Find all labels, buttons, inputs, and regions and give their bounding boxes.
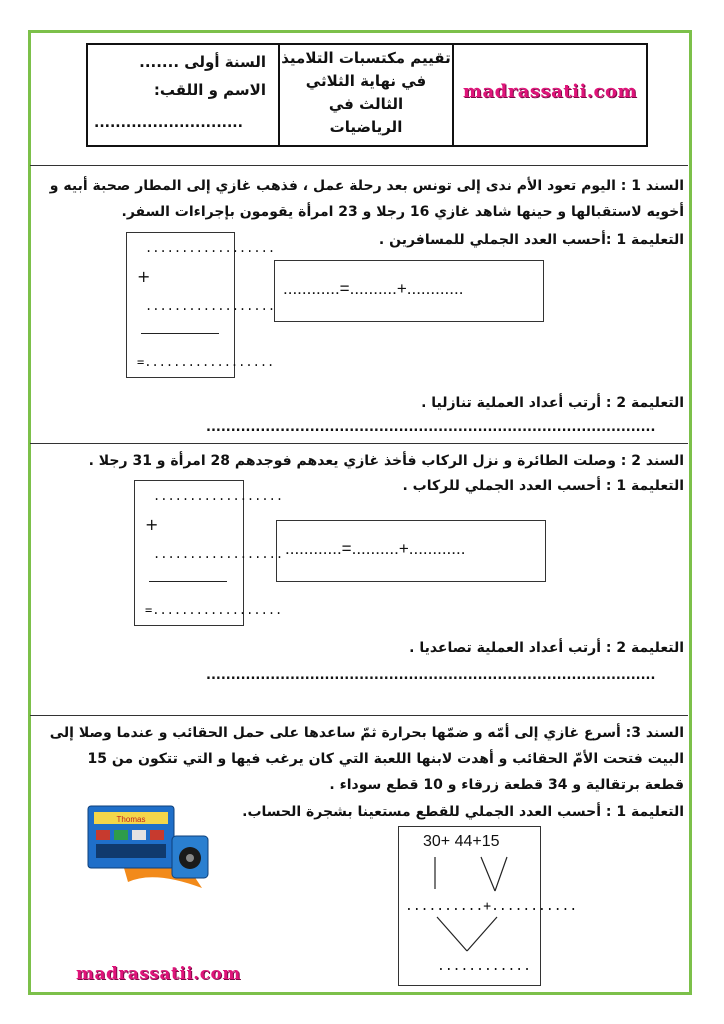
tree-result: ............ [437,959,531,974]
tree-middle-expression: ..........+........... [405,899,578,914]
col-operand-top: .................. [145,241,276,255]
section-divider [30,443,688,444]
grade-label: السنة أولى ....... [139,53,266,71]
col-operand-bottom: .................. [145,299,276,313]
col-result: =.................. [145,603,283,617]
toy-box-label: Thomas [116,815,146,824]
tree-top-expression: 30+ 44+15 [423,833,500,850]
title-line-1: تقييم مكتسبات التلاميذ [281,49,451,67]
col-operand-bottom: .................. [153,547,284,561]
section1-text-line1: السند 1 : اليوم تعود الأم ندى إلى تونس بعد رحلة عمل ، فذهب غازي إلى المطار صحبة أبيه و [49,178,684,194]
name-field-dots: ............................ [94,115,243,131]
section1-text-line2: أخويه لاستقبالها و حينها شاهد غازي 16 رجلا و 23 امرأة يقومون بإجراءات السفر. [121,204,684,220]
header-table [86,43,648,147]
section3-task1: التعليمة 1 : أحسب العدد الجملي للقطع مستعينا بشجرة الحساب. [242,804,684,820]
col-operand-top: .................. [153,489,284,503]
answer-line: ........................................................................................... [206,668,656,683]
section-divider [30,715,688,716]
calculation-tree-box [398,826,578,986]
col-result: =.................. [137,355,275,369]
site-logo: madrassatii.com [462,81,638,102]
equation-text: ............=..........+............ [285,539,466,558]
header-logo-cell [452,45,646,145]
sum-line [149,581,227,582]
column-addition-box [134,480,284,626]
col-plus-sign: + [137,267,151,286]
sum-line [141,333,219,334]
section3-text-line2: البيت فتحت الأمّ الحقائب و أهدت لابنها اللعبة التي كان يرغب فيها و التي تتكون من 15 [87,751,684,767]
footer-site-logo: madrassatii.com [76,964,241,984]
section2-text-line1: السند 2 : وصلت الطائرة و نزل الركاب فأخذ غازي يعدهم فوجدهم 28 امرأة و 31 رجلا . [88,453,684,469]
title-line-4: الرياضيات [329,118,403,136]
name-label: الاسم و اللقب: [153,81,266,99]
answer-line: ........................................................................................... [206,420,656,435]
header-title-cell [278,45,452,145]
section-divider [30,165,688,166]
section1-task2: التعليمة 2 : أرتب أعداد العملية تنازليا . [421,395,684,411]
section1-task1: التعليمة 1 :أحسب العدد الجملي للمسافرين . [378,232,684,248]
equation-box [276,520,546,582]
section2-task1: التعليمة 1 : أحسب العدد الجملي للركاب . [402,478,684,494]
title-line-3: الثالث في [328,95,404,113]
section3-text-line1: السند 3: أسرع غازي إلى أمّه و ضمّها بحرارة ثمّ ساعدها على حمل الحقائب و عندما وصلا إلى [49,725,684,741]
equation-box [274,260,544,322]
toy-train-image [84,798,224,898]
col-plus-sign: + [145,515,159,534]
equation-text: ............=..........+............ [283,279,464,298]
title-line-2: في نهاية الثلاثي [305,72,427,90]
column-addition-box [126,232,276,378]
section2-task2: التعليمة 2 : أرتب أعداد العملية تصاعديا . [409,640,684,656]
section3-text-line3: قطعة برتقالية و 34 قطعة زرقاء و 10 قطع سوداء . [329,777,684,793]
header-student-cell [88,45,278,145]
